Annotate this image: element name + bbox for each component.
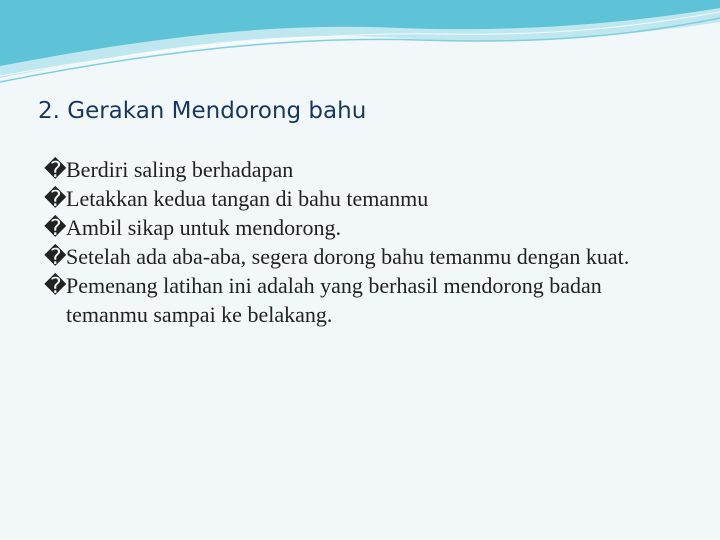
bullet-text: Setelah ada aba-aba, segera dorong bahu temanmu dengan kuat. [66, 244, 630, 269]
bullet-text: Ambil sikap untuk mendorong. [66, 215, 341, 240]
bullet-list [44, 155, 684, 329]
bullet-item [44, 271, 684, 329]
bullet-text: Berdiri saling berhadapan [66, 157, 294, 182]
bullet-icon: � [44, 215, 67, 240]
bullet-icon: � [44, 186, 67, 211]
bullet-item [44, 155, 684, 184]
header-wave-decoration [0, 0, 720, 90]
bullet-icon: � [44, 157, 67, 182]
bullet-text: Letakkan kedua tangan di bahu temanmu [66, 186, 429, 211]
bullet-icon: � [44, 244, 67, 269]
bullet-item [44, 213, 684, 242]
slide-title: 2. Gerakan Mendorong bahu [38, 98, 367, 124]
bullet-icon: � [44, 273, 67, 298]
bullet-item [44, 242, 684, 271]
bullet-item [44, 184, 684, 213]
bullet-text: Pemenang latihan ini adalah yang berhasil mendorong badan temanmu sampai ke belakang. [66, 273, 602, 327]
